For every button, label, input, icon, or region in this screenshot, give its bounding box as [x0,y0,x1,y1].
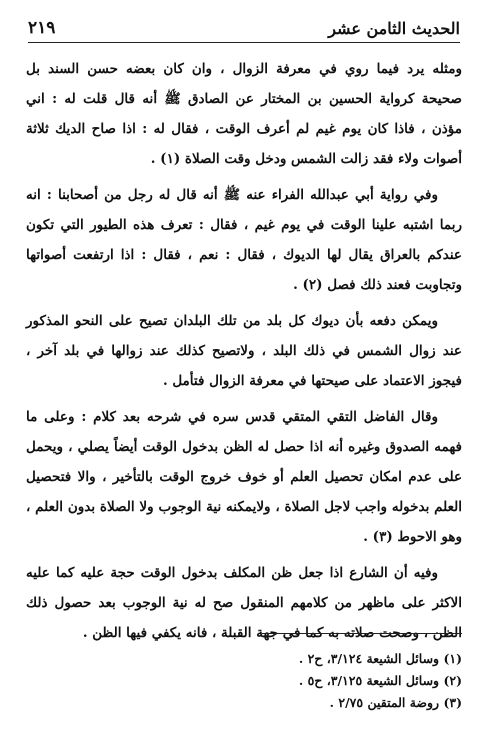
paragraph: وفي رواية أبي عبدالله الفراء عنه ﷺ أنه قال له رجل من أصحابنا : انه ربما اشتبه علينا الوقت في يوم غيم ، فقال : تعرف هذه الطيور التي تكون عندكم بالعراق يقال لها الديوك ، فقال : نعم ، فقال : اذا ارتفعت أصواتها وتجاوبت فعند ذلك فصل (٢) . [26,187,462,293]
page-number: ٢١٩ [28,18,56,38]
paragraph: وقال الفاضل التقي المتقي قدس سره في شرحه بعد كلام : وعلى ما فهمه الصدوق وغيره أنه اذا حصل له الظن بدخول الوقت أيضاً يصلي ، ويحمل على عدم امكان تحصيل العلم أو خوف خروج الوقت بالتأخير ، والا فتحصيل العلم بدخوله واجب لاجل الصلاة ، ولايمكنه نية الوجوب ولا الصلاة بدون العلم ، وهو الاحوط (٣) . [26,409,462,545]
footnote: (٢) وسائل الشيعة ٣/١٢٥، ح٥ . [298,673,462,688]
paragraph: وفيه أن الشارع اذا جعل ظن المكلف بدخول الوقت حجة عليه كما عليه الاكثر على ماظهر من كلامهم المنقول صح له نية الوجوب بعد حصول ذلك الظن ، وصحت صلاته به كما في جهة القبلة ، فانه يكفي فيها الظن . [26,565,462,641]
footnote: (٣) روضة المتقين ٢/٧٥ . [329,695,462,710]
body-text [26,54,462,648]
running-title: الحديث الثامن عشر [328,19,460,38]
footnotes [120,648,462,714]
paragraph: ومثله يرد فيما روي في معرفة الزوال ، وان كان بعضه حسن السند بل صحيحة كرواية الحسين بن المختار عن الصادق ﷺ أنه قال قلت له : اني مؤذن ، فاذا كان يوم غيم لم أعرف الوقت ، فقال له : اذا صاح الديك ثلاثة أصوات ولاء فقد زالت الشمس ودخل وقت الصلاة (١) . [26,61,462,167]
paragraph: ويمكن دفعه بأن ديوك كل بلد من تلك البلدان تصيح على النحو المذكور عند زوال الشمس في ذلك البلد ، ولاتصيح كذلك عند زوالها في بلد آخر ، فيجوز الاعتماد على صيحتها في معرفة الزوال فتأمل . [26,313,462,389]
footnote-divider [262,633,462,634]
footnote: (١) وسائل الشيعة ٣/١٢٤، ح٢ . [298,651,462,666]
page-header [28,12,460,43]
